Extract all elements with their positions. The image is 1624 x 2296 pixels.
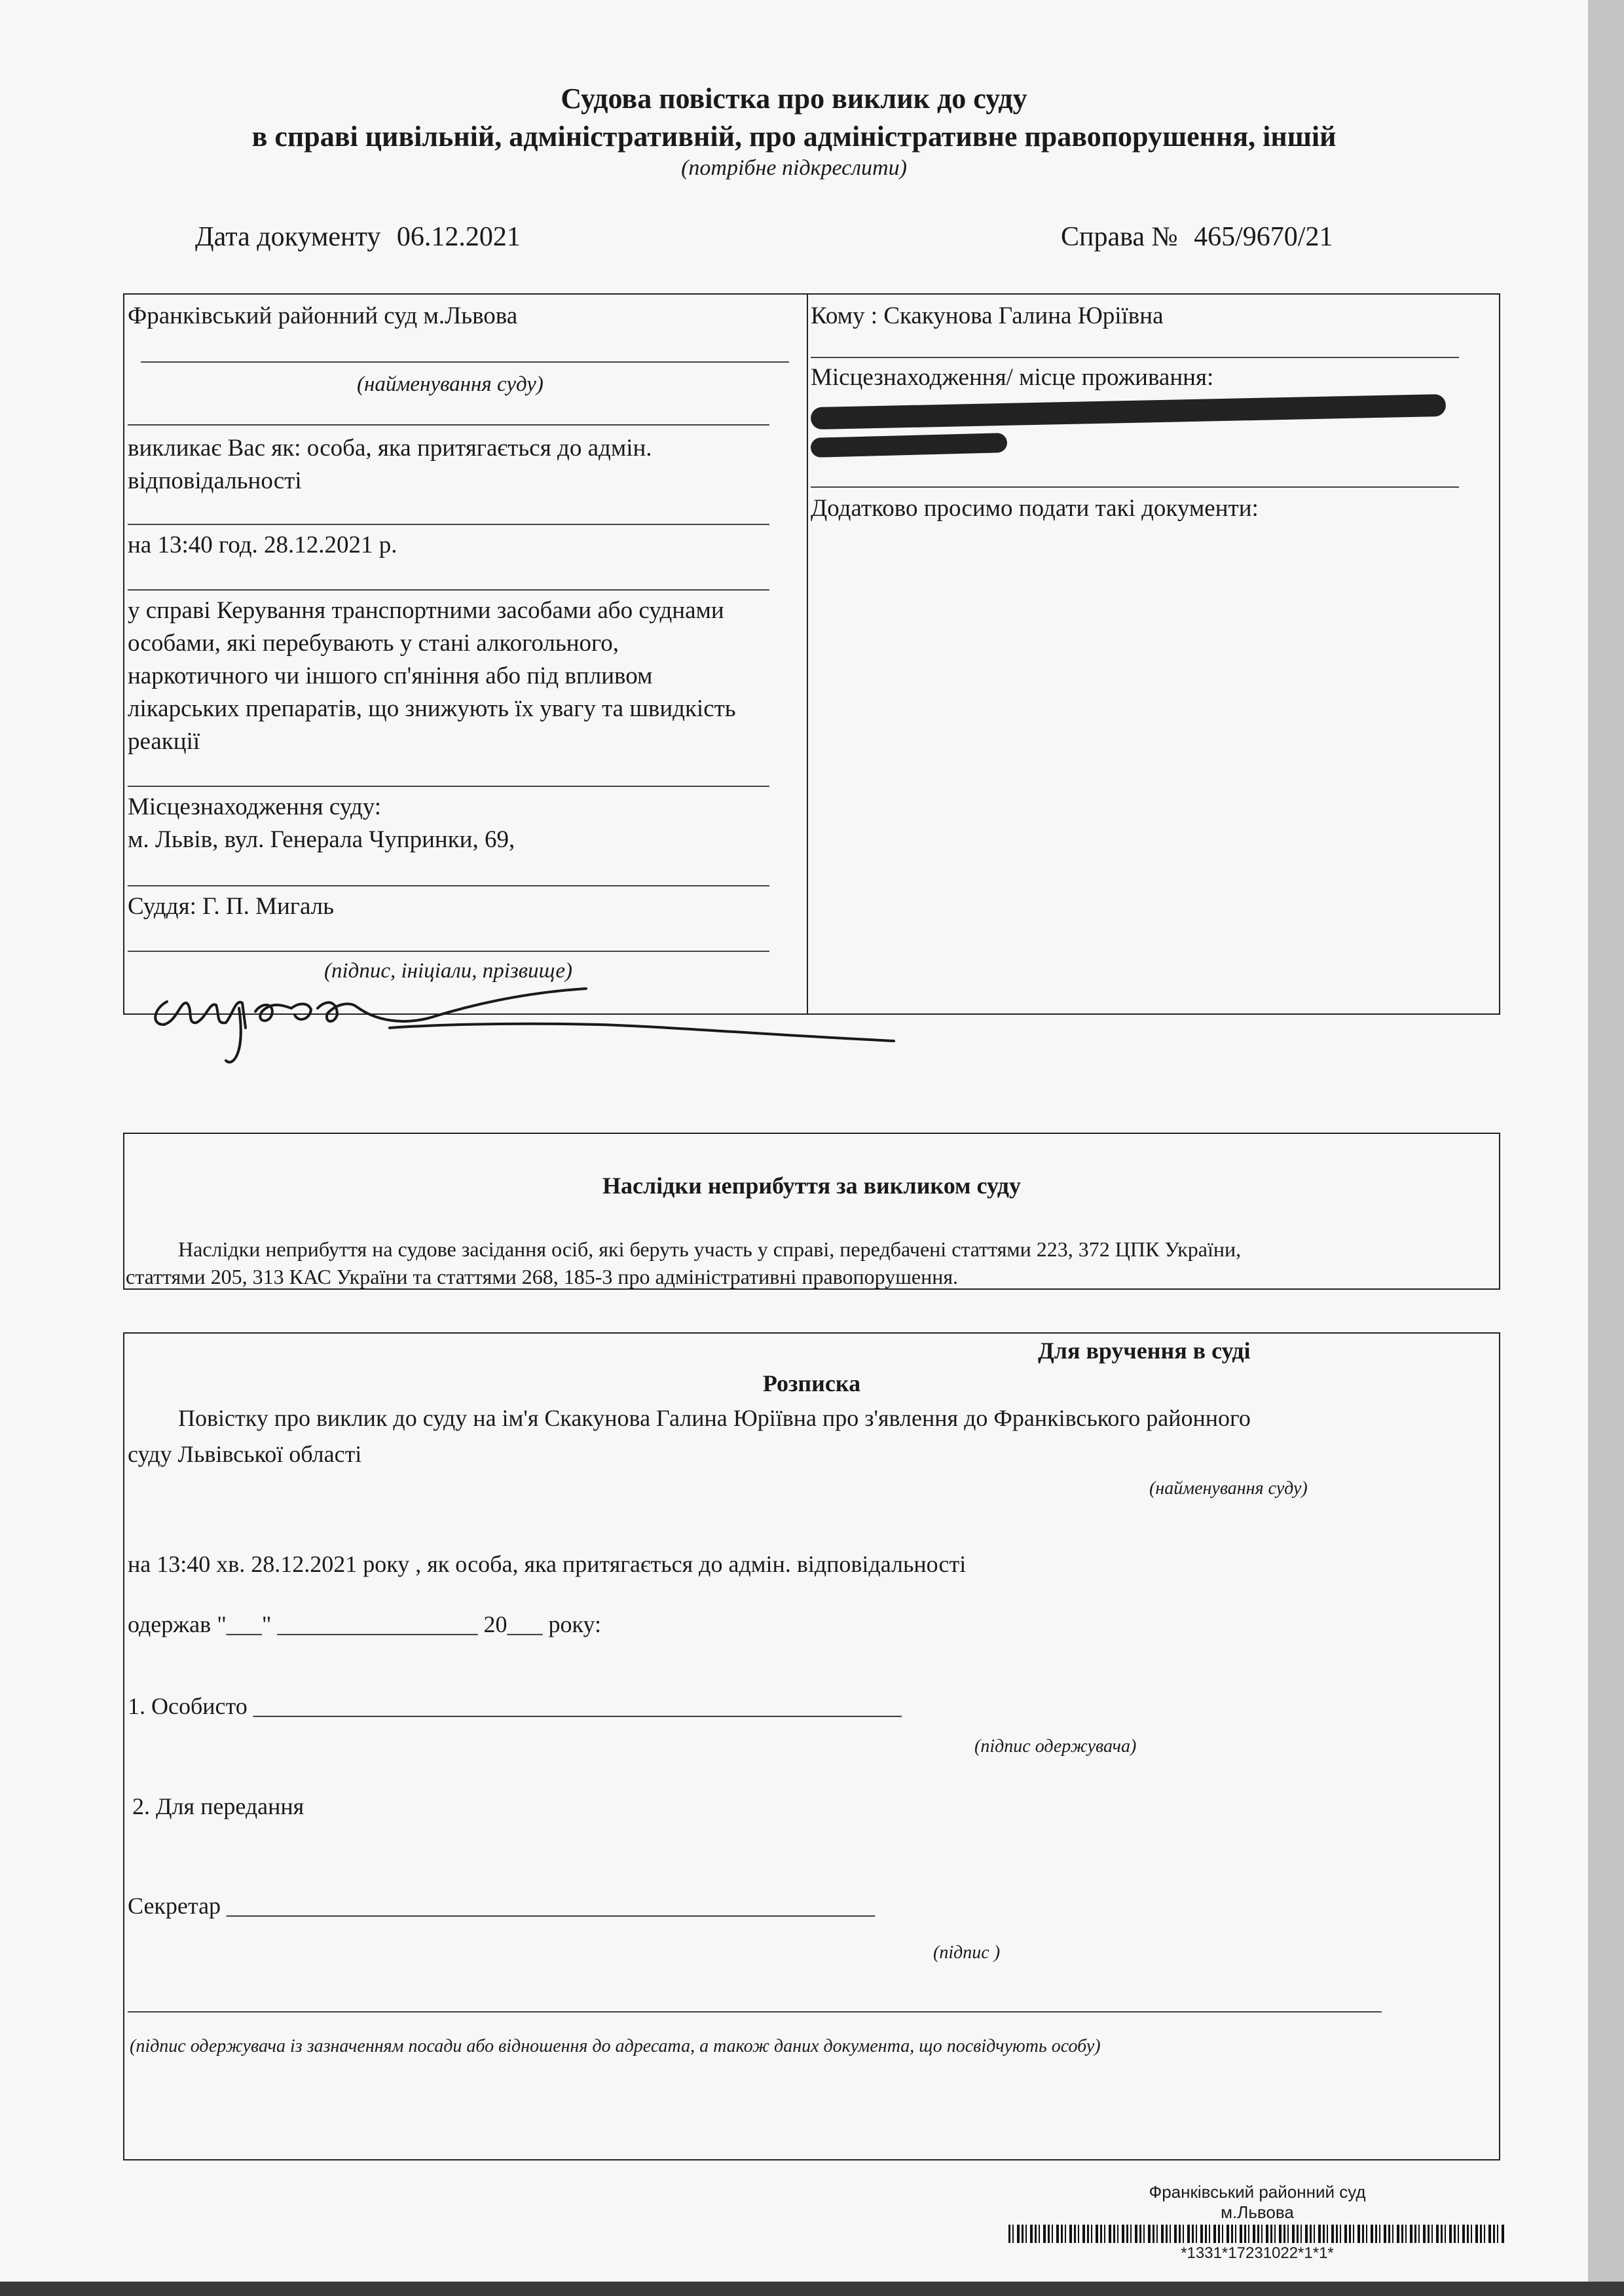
personally-note: (підпис одержувача) bbox=[974, 1736, 1137, 1757]
judge-name: Суддя: Г. П. Мигаль bbox=[128, 893, 335, 920]
case-number bbox=[1061, 221, 1333, 253]
title-note: (потрібне підкреслити) bbox=[681, 156, 907, 180]
scan-edge bbox=[1588, 0, 1624, 2296]
recipient-signature-line bbox=[128, 2011, 1382, 2013]
divider-line bbox=[128, 885, 769, 886]
receipt-line-1: Повістку про виклик до суду на ім'я Скакунова Галина Юріївна про з'явлення до Франківського районного bbox=[178, 1405, 1251, 1431]
summons-role-line-2: відповідальності bbox=[128, 467, 302, 494]
document-date-value: 06.12.2021 bbox=[396, 222, 521, 252]
case-subject-line: лікарських препаратів, що знижують їх увагу та швидкість bbox=[128, 695, 736, 722]
consequences-title: Наслідки неприбуття за викликом суду bbox=[602, 1173, 1021, 1199]
receipt-title: Розписка bbox=[762, 1370, 861, 1396]
document-date bbox=[195, 221, 521, 253]
court-name: Франківський районний суд м.Львова bbox=[128, 302, 518, 329]
receipt-court-note: (найменування суду) bbox=[1149, 1478, 1308, 1499]
case-subject-line: наркотичного чи іншого сп'яніння або під впливом bbox=[128, 663, 653, 689]
case-subject-line: у справі Керування транспортними засобами або суднами bbox=[128, 597, 724, 624]
title-line-2: в справі цивільній, адміністративній, про адміністративне правопорушення, іншій bbox=[251, 120, 1337, 153]
address-label: Місцезнаходження/ місце проживання: bbox=[811, 364, 1214, 391]
case-number-value: 465/9670/21 bbox=[1194, 222, 1333, 252]
receipt-line-2: суду Львівської області bbox=[128, 1441, 362, 1467]
personally-line: 1. Особисто _______________________________________________________ bbox=[128, 1693, 902, 1719]
divider-line bbox=[128, 524, 769, 525]
hearing-time: на 13:40 год. 28.12.2021 р. bbox=[128, 532, 397, 558]
extra-documents-label: Додатково просимо подати такі документи: bbox=[811, 495, 1259, 522]
barcode bbox=[1008, 2225, 1506, 2243]
signature-note: (підпис, ініціали, прізвище) bbox=[324, 959, 573, 983]
footer-court-line-1: Франківський районний суд bbox=[1149, 2182, 1366, 2202]
footer-court-line-2: м.Львова bbox=[1221, 2202, 1294, 2222]
consequences-text-line-1: Наслідки неприбуття на судове засідання осіб, які беруть участь у справі, передбачені статтями 223, 372 ЦПК України, bbox=[178, 1237, 1242, 1261]
received-date-line: одержав "___" _________________ 20___ року: bbox=[128, 1611, 602, 1637]
case-subject-line: особами, які перебувають у стані алкогольного, bbox=[128, 630, 619, 657]
receipt-time-line: на 13:40 хв. 28.12.2021 року , як особа, яка притягається до адмін. відповідальності bbox=[128, 1551, 967, 1577]
case-subject-line: реакції bbox=[128, 728, 200, 755]
recipient-name: Кому : Скакунова Галина Юріївна bbox=[811, 302, 1164, 329]
summons-role-line-1: викликає Вас як: особа, яка притягається до адмін. bbox=[128, 435, 652, 462]
court-location-label: Місцезнаходження суду: bbox=[128, 793, 382, 820]
court-name-underline bbox=[141, 361, 789, 363]
divider-line bbox=[128, 951, 769, 952]
secretary-note: (підпис ) bbox=[933, 1942, 1001, 1963]
barcode-text: *1331*17231022*1*1* bbox=[1181, 2244, 1334, 2262]
scan-bottom-edge bbox=[0, 2282, 1624, 2296]
for-court-label: Для вручення в суді bbox=[1038, 1338, 1251, 1364]
court-name-note: (найменування суду) bbox=[357, 373, 544, 396]
consequences-text-line-2: статтями 205, 313 КАС України та статтями 268, 185-3 про адміністративні правопорушення. bbox=[126, 1265, 959, 1288]
title-line-1: Судова повістка про виклик до суду bbox=[561, 82, 1027, 115]
divider-line bbox=[128, 589, 769, 591]
secretary-line: Секретар _______________________________________________________ bbox=[128, 1893, 876, 1919]
divider-line bbox=[811, 486, 1459, 488]
divider-line bbox=[811, 357, 1459, 358]
transfer-line: 2. Для передання bbox=[132, 1793, 304, 1819]
divider-line bbox=[128, 424, 769, 426]
case-number-label: Справа № bbox=[1061, 222, 1178, 252]
judge-signature bbox=[141, 962, 913, 1074]
divider-line bbox=[128, 786, 769, 787]
court-location: м. Львів, вул. Генерала Чупринки, 69, bbox=[128, 826, 515, 853]
recipient-note: (підпис одержувача із зазначенням посади або відношення до адресата, а також даних документа, що посвідчують особу) bbox=[130, 2036, 1101, 2056]
document-date-label: Дата документу bbox=[195, 222, 381, 252]
column-divider bbox=[807, 293, 808, 1015]
